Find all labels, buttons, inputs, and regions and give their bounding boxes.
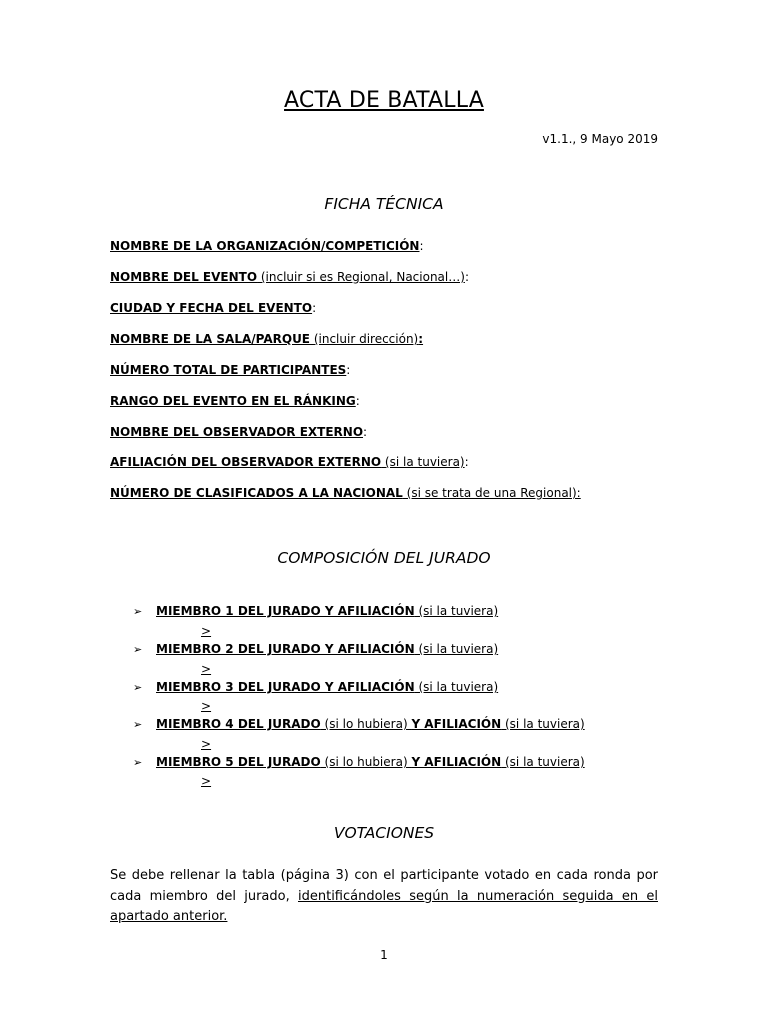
arrowhead-bullet-icon: ➢ — [133, 605, 143, 618]
field-colon: : — [464, 455, 469, 469]
field-label: NOMBRE DEL OBSERVADOR EXTERNO — [110, 425, 364, 439]
field-sala — [110, 332, 423, 346]
jury-member-4-entry: > — [201, 737, 212, 751]
jury-member-2-entry: > — [201, 662, 212, 676]
member-label: MIEMBRO 1 DEL JURADO Y AFILIACIÓN — [156, 604, 415, 618]
member-affiliation: Y AFILIACIÓN — [411, 717, 502, 731]
member-affiliation-note: (si la tuviera) — [501, 717, 585, 731]
field-ciudad-fecha — [110, 301, 316, 315]
jury-member-5 — [133, 755, 585, 769]
jurado-heading: COMPOSICIÓN DEL JURADO — [277, 549, 491, 567]
member-note: (si la tuviera) — [414, 680, 499, 694]
field-colon: : — [363, 425, 368, 439]
member-label: MIEMBRO 2 DEL JURADO Y AFILIACIÓN — [156, 642, 415, 656]
paragraph-text: Se debe rellenar la tabla (página 3) con el participante votado en cada ronda por cada miembro del jurado, — [110, 868, 658, 904]
arrowhead-bullet-icon: ➢ — [133, 681, 143, 694]
arrowhead-bullet-icon: ➢ — [133, 756, 143, 769]
member-label: MIEMBRO 3 DEL JURADO Y AFILIACIÓN — [156, 680, 415, 694]
jury-member-4 — [133, 717, 585, 731]
arrowhead-bullet-icon: ➢ — [133, 718, 143, 731]
member-note: (si la tuviera) — [414, 604, 499, 618]
field-note: (si se trata de una Regional): — [402, 486, 581, 500]
field-observador — [110, 425, 367, 439]
jury-member-2 — [133, 642, 498, 656]
field-colon: : — [419, 239, 424, 253]
ficha-heading: FICHA TÉCNICA — [324, 195, 444, 213]
paragraph-underlined-text: identificándoles según la numeración seguida en el apartado anterior. — [110, 888, 658, 924]
field-colon: : — [346, 363, 351, 377]
field-evento — [110, 270, 469, 284]
member-affiliation: Y AFILIACIÓN — [411, 755, 502, 769]
member-note: (si lo hubiera) — [320, 755, 412, 769]
field-label: RANGO DEL EVENTO EN EL RÁNKING — [110, 394, 356, 408]
document-title: ACTA DE BATALLA — [284, 88, 484, 113]
votaciones-heading: VOTACIONES — [333, 824, 435, 842]
field-label: NÚMERO DE CLASIFICADOS A LA NACIONAL — [110, 486, 403, 500]
field-label: NÚMERO TOTAL DE PARTICIPANTES — [110, 363, 347, 377]
field-label: NOMBRE DE LA ORGANIZACIÓN/COMPETICIÓN — [110, 239, 420, 253]
field-rango — [110, 394, 360, 408]
field-afiliacion-observador — [110, 455, 469, 469]
arrowhead-bullet-icon: ➢ — [133, 643, 143, 656]
field-label: NOMBRE DEL EVENTO — [110, 270, 258, 284]
field-colon: : — [418, 332, 424, 346]
jury-member-1 — [133, 604, 498, 618]
member-label: MIEMBRO 4 DEL JURADO — [156, 717, 321, 731]
jury-member-1-entry: > — [201, 624, 212, 638]
member-label: MIEMBRO 5 DEL JURADO — [156, 755, 321, 769]
field-participantes — [110, 363, 350, 377]
field-colon: : — [312, 301, 317, 315]
field-colon: : — [464, 270, 469, 284]
votaciones-paragraph — [110, 866, 658, 928]
field-label: AFILIACIÓN DEL OBSERVADOR EXTERNO — [110, 455, 382, 469]
jury-member-5-entry: > — [201, 774, 212, 788]
field-label: CIUDAD Y FECHA DEL EVENTO — [110, 301, 313, 315]
jury-member-3-entry: > — [201, 699, 212, 713]
page-number: 1 — [380, 948, 388, 962]
version-label: v1.1., 9 Mayo 2019 — [542, 132, 658, 146]
field-clasificados — [110, 486, 581, 500]
field-colon: : — [355, 394, 360, 408]
field-note: (incluir si es Regional, Nacional…) — [257, 270, 465, 284]
field-note: (si la tuviera) — [381, 455, 465, 469]
member-note: (si lo hubiera) — [320, 717, 412, 731]
field-note: (incluir dirección) — [310, 332, 419, 346]
field-label: NOMBRE DE LA SALA/PARQUE — [110, 332, 311, 346]
jury-member-3 — [133, 680, 498, 694]
field-organizacion — [110, 239, 424, 253]
member-affiliation-note: (si la tuviera) — [501, 755, 585, 769]
member-note: (si la tuviera) — [414, 642, 499, 656]
